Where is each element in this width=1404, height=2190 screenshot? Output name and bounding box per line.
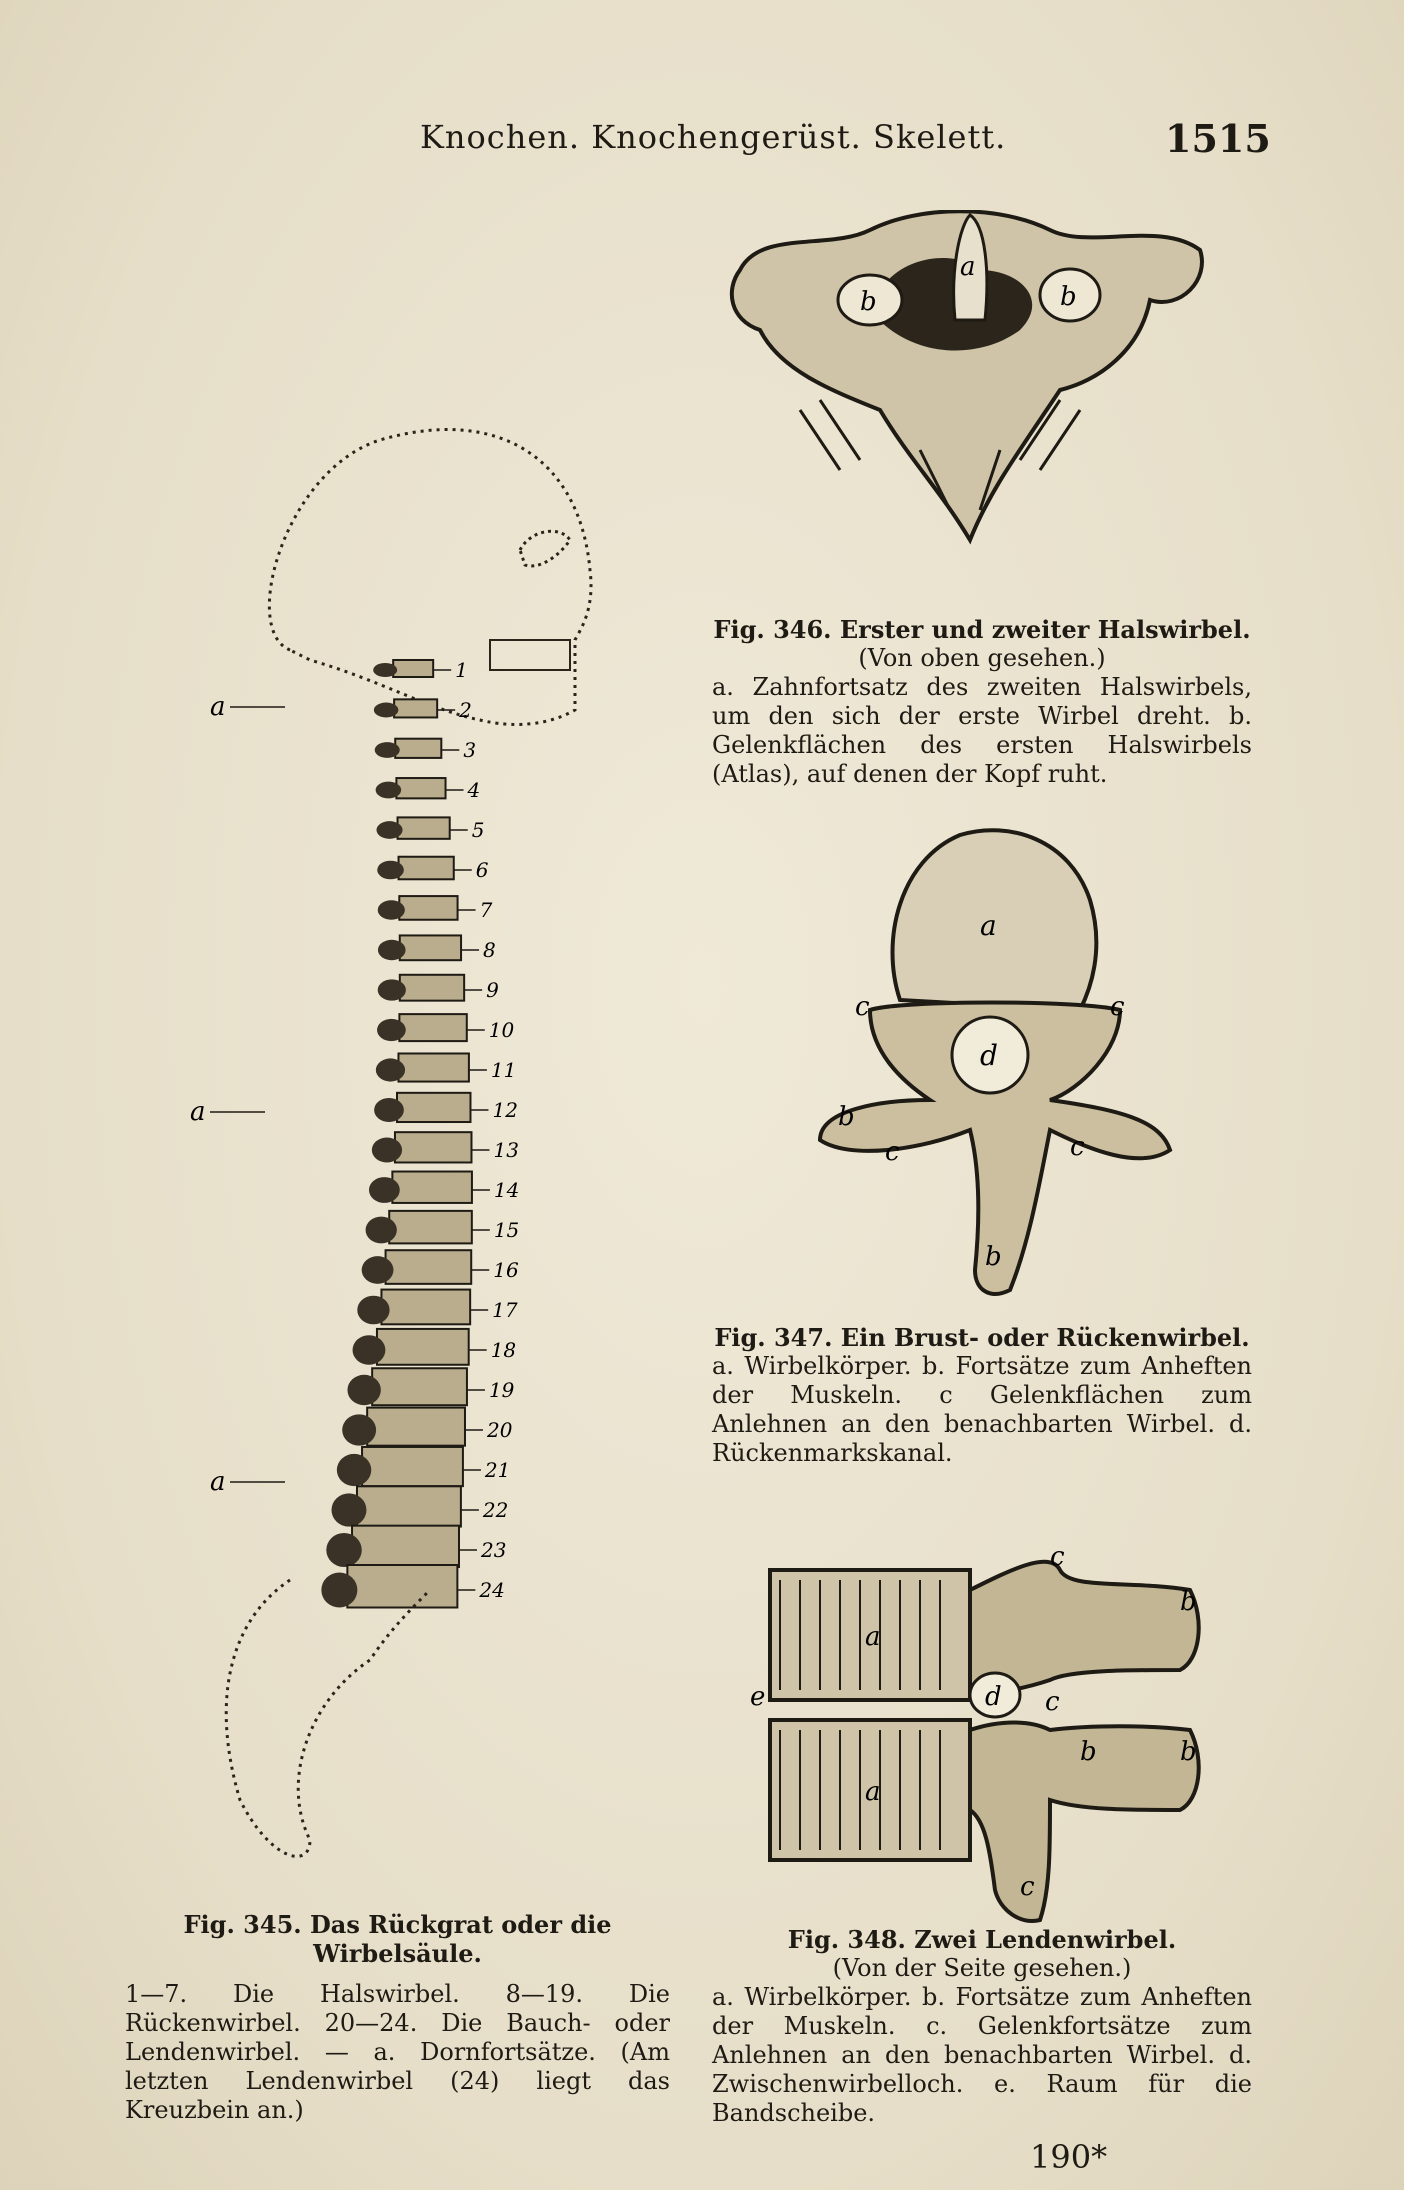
spinous-process-17 bbox=[357, 1296, 389, 1325]
vertebra-24 bbox=[347, 1565, 457, 1608]
spinous-process-20 bbox=[342, 1414, 376, 1445]
fig345-spine-illustration bbox=[180, 400, 700, 1880]
spinous-process-19 bbox=[347, 1375, 380, 1405]
fig348-title: Fig. 348. Zwei Lendenwirbel. bbox=[787, 1925, 1177, 1954]
fig347-caption bbox=[712, 1323, 1252, 1468]
spine-label-18: 18 bbox=[490, 1338, 517, 1362]
vertebra-16 bbox=[386, 1250, 472, 1284]
spinous-process-5 bbox=[376, 821, 402, 839]
fig347-label-c2: c bbox=[1110, 992, 1125, 1022]
spine-letter-label-1: a bbox=[210, 692, 226, 722]
vertebra-11 bbox=[398, 1053, 468, 1081]
spine-label-24: 24 bbox=[479, 1578, 505, 1602]
spine-label-17: 17 bbox=[492, 1298, 518, 1322]
fig346-caption bbox=[712, 615, 1252, 789]
fig347-label-c3: c bbox=[885, 1137, 900, 1167]
spine-label-2: 2 bbox=[459, 698, 472, 722]
spine-letter-label-3: a bbox=[210, 1467, 226, 1497]
spine-label-13: 13 bbox=[493, 1138, 519, 1162]
vertebra-15 bbox=[389, 1211, 472, 1244]
spinous-process-2 bbox=[374, 703, 399, 718]
fig347-title: Fig. 347. Ein Brust- oder Rückenwirbel. bbox=[714, 1323, 1250, 1352]
vertebra-22 bbox=[357, 1486, 461, 1526]
fig348-subtitle: (Von der Seite gesehen.) bbox=[832, 1954, 1132, 1982]
spine-label-12: 12 bbox=[492, 1098, 518, 1122]
spine-letter-labels bbox=[190, 692, 285, 1497]
fig348-label-c2: c bbox=[1045, 1687, 1060, 1717]
skull-outline bbox=[269, 430, 591, 725]
spinous-process-8 bbox=[378, 940, 406, 960]
spinous-process-12 bbox=[374, 1098, 404, 1122]
vertebra-7 bbox=[399, 896, 457, 920]
vertebra-18 bbox=[377, 1329, 469, 1365]
fig345-text: 1—7. Die Halswirbel. 8—19. Die Rückenwirbel. 20—24. Die Bauch- oder Lendenwirbel. — a. Dornfortsätze. (Am letzten Lendenwirbel (24) liegt das Kreuzbein an.) bbox=[125, 1980, 670, 2124]
spinous-process-24 bbox=[321, 1573, 357, 1608]
fig345-caption bbox=[125, 1910, 670, 2125]
fig347-label-a: a bbox=[980, 909, 997, 942]
fig346-label-b2: b bbox=[1060, 282, 1077, 312]
fig348-illustration bbox=[750, 1530, 1230, 1930]
fig346-illustration bbox=[720, 210, 1220, 610]
spinous-process-15 bbox=[366, 1217, 397, 1244]
fig348-label-d: d bbox=[985, 1682, 1002, 1712]
signature-mark: 190* bbox=[1030, 2138, 1108, 2176]
vertebrae-column bbox=[321, 660, 472, 1608]
vertebra-1 bbox=[393, 660, 433, 677]
spine-label-10: 10 bbox=[488, 1018, 515, 1042]
spine-label-6: 6 bbox=[475, 858, 489, 882]
fig347-label-b1: b bbox=[838, 1102, 855, 1132]
spinous-process-6 bbox=[377, 861, 404, 880]
fig346-label-b1: b bbox=[860, 287, 877, 317]
spine-label-4: 4 bbox=[467, 778, 481, 802]
fig347-label-c4: c bbox=[1070, 1132, 1085, 1162]
fig347-label-c1: c bbox=[855, 992, 870, 1022]
fig347-text: a. Wirbelkörper. b. Fortsätze zum Anheften der Muskeln. c Gelenkflächen zum Anlehnen an den benachbarten Wirbel. d. Rückenmarkskanal. bbox=[712, 1352, 1252, 1467]
vertebra-19 bbox=[372, 1368, 467, 1405]
spine-label-14: 14 bbox=[493, 1178, 520, 1202]
spine-label-8: 8 bbox=[483, 938, 496, 962]
spinous-process-10 bbox=[377, 1019, 406, 1041]
vertebra-3 bbox=[395, 739, 441, 758]
fig345-title: Fig. 345. Das Rückgrat oder die Wirbelsäule. bbox=[183, 1910, 612, 1968]
fig346-subtitle: (Von oben gesehen.) bbox=[858, 644, 1106, 672]
processes-upper bbox=[970, 1562, 1199, 1692]
spine-label-3: 3 bbox=[463, 738, 477, 762]
fig348-label-c3: c bbox=[1020, 1872, 1035, 1902]
vertebra-2 bbox=[394, 699, 437, 717]
fig348-text: a. Wirbelkörper. b. Fortsätze zum Anheften der Muskeln. c. Gelenkfortsätze zum Anlehnen an den benachbarten Wirbel. d. Zwischenwirbelloch. e. Raum für die Bandscheibe. bbox=[712, 1983, 1252, 2127]
spinous-process-22 bbox=[331, 1493, 366, 1526]
vertebra-8 bbox=[400, 935, 461, 960]
spine-label-20: 20 bbox=[486, 1418, 513, 1442]
vertebra-20 bbox=[367, 1408, 465, 1446]
spinous-process-9 bbox=[378, 979, 406, 1000]
spinous-process-18 bbox=[353, 1335, 386, 1365]
spine-label-7: 7 bbox=[479, 898, 493, 922]
vertebra-23 bbox=[352, 1526, 459, 1567]
fig347-illustration bbox=[800, 820, 1200, 1320]
spine-label-23: 23 bbox=[480, 1538, 507, 1562]
spinous-process-16 bbox=[362, 1256, 394, 1284]
fig348-label-b2: b bbox=[1080, 1737, 1097, 1767]
spinous-process-7 bbox=[378, 900, 405, 919]
vertebra-5 bbox=[398, 817, 450, 838]
fig348-label-a1: a bbox=[865, 1622, 881, 1652]
fig348-label-e: e bbox=[750, 1682, 766, 1712]
vertebra-9 bbox=[400, 975, 464, 1001]
spine-letter-label-2: a bbox=[190, 1097, 206, 1127]
fig346-title: Fig. 346. Erster und zweiter Halswirbel. bbox=[713, 615, 1251, 644]
spinous-process-13 bbox=[372, 1138, 402, 1163]
spinous-process-14 bbox=[369, 1177, 400, 1203]
spine-label-16: 16 bbox=[493, 1258, 519, 1282]
spinous-process-3 bbox=[375, 742, 400, 758]
skull-eye bbox=[520, 531, 570, 566]
fig348-label-b3: b bbox=[1180, 1737, 1197, 1767]
spine-label-22: 22 bbox=[482, 1498, 509, 1522]
running-header: Knochen. Knochengerüst. Skelett. bbox=[420, 118, 1007, 156]
vertebra-6 bbox=[399, 857, 454, 880]
spine-label-5: 5 bbox=[471, 818, 485, 842]
spinous-process-21 bbox=[337, 1454, 371, 1486]
vertebra-4 bbox=[396, 778, 445, 798]
fig348-label-b1: b bbox=[1180, 1587, 1197, 1617]
fig346-text: a. Zahnfortsatz des zweiten Halswirbels, um den sich der erste Wirbel dreht. b. Gelenkflächen des ersten Halswirbels (Atlas), auf denen der Kopf ruht. bbox=[712, 673, 1252, 788]
spinous-process-23 bbox=[326, 1533, 361, 1567]
vertebra-21 bbox=[362, 1447, 463, 1486]
fig348-label-c1: c bbox=[1050, 1542, 1065, 1572]
fig347-label-b2: b bbox=[985, 1242, 1002, 1272]
spine-label-15: 15 bbox=[493, 1218, 520, 1242]
spine-label-1: 1 bbox=[455, 658, 468, 682]
spinous-process-4 bbox=[376, 782, 402, 799]
skull-teeth bbox=[490, 640, 570, 670]
fig348-label-a2: a bbox=[865, 1777, 881, 1807]
vertebra-10 bbox=[399, 1014, 466, 1041]
vertebra-13 bbox=[395, 1132, 472, 1162]
spine-label-21: 21 bbox=[484, 1458, 511, 1482]
spinous-process-11 bbox=[376, 1058, 405, 1081]
spine-label-9: 9 bbox=[486, 978, 499, 1002]
vertebra-12 bbox=[397, 1093, 470, 1122]
page-number: 1515 bbox=[1165, 116, 1271, 161]
fig347-label-d: d bbox=[980, 1039, 998, 1072]
spine-label-11: 11 bbox=[490, 1058, 517, 1082]
fig348-caption bbox=[712, 1925, 1252, 2128]
vertebra-14 bbox=[392, 1172, 472, 1203]
sacrum-outline bbox=[226, 1580, 430, 1856]
fig346-label-a: a bbox=[960, 252, 976, 282]
spinous-process-1 bbox=[373, 663, 397, 677]
vertebra-17 bbox=[381, 1290, 470, 1325]
spine-label-19: 19 bbox=[488, 1378, 515, 1402]
